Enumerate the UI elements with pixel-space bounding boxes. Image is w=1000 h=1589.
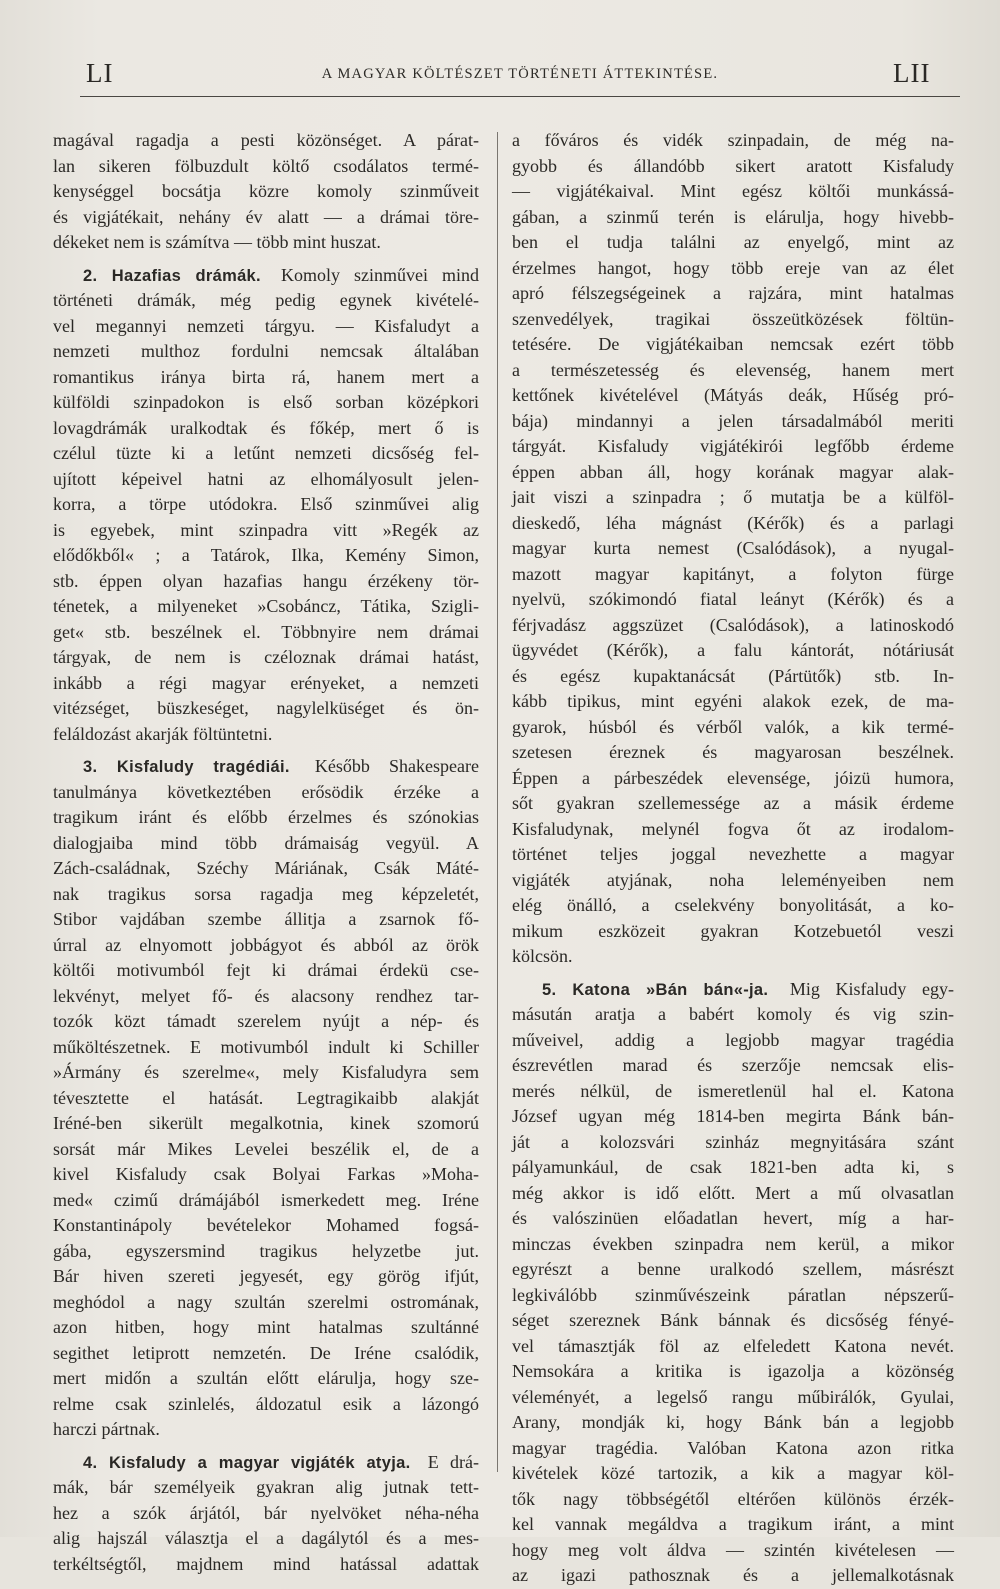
text-line: szetesen éreznek és magyarosan beszélnek. (512, 742, 954, 762)
text-line: hogy meg volt áldva — szintén kivételesen — (512, 1539, 954, 1560)
text-line: gyobb és állandóbb sikert aratott Kisfaludy (512, 155, 954, 176)
text-line: kettőnek kivételével (Mátyás deák, Hűség pró- (512, 385, 954, 405)
section-heading: 2. Hazafias drámák. (83, 266, 261, 285)
text-line: pályamunkául, de csak 1821-ben adta ki, s (512, 1157, 954, 1177)
text-line: másután aratja a babért komoly és vig szin- (512, 1004, 954, 1024)
page-number-right: LII (893, 58, 931, 88)
text-line: és valószinüen előadatlan hevert, míg a har- (512, 1208, 954, 1228)
section-magyar-vigjatek-atyja (53, 1450, 479, 1578)
text-line: Bár hiven szereti jegyesét, egy görög ifjút, (53, 1266, 479, 1286)
text-line: szenvedélyek, tragikai összeütközések föltün- (512, 308, 954, 329)
text-line: mikum eszközeit gyakran Kotzebuetól veszi (512, 920, 954, 941)
text-line: tők nagy többségétől eltérően különös érzék- (512, 1488, 954, 1509)
text-fragment: Komoly szinművei mind (280, 264, 479, 285)
text-line: dieskedő, léha mágnást (Kérők) és a parlagi (512, 512, 954, 533)
text-line: mák, bár személyeik gyakran alig jutnak tett- (53, 1477, 479, 1497)
text-line: segithet letiprott nemzetén. De Iréne csalódik, (53, 1342, 479, 1363)
text-line: Nemsokára a kritika is igazolja a közönség (512, 1361, 954, 1381)
text-line: sőt gyakran szellemessége az a másik érdeme (512, 793, 954, 813)
text-line: műköltészetnek. E motivumból indult ki Schiller (53, 1036, 479, 1057)
text-line: érzelmes hangot, hogy több ereje van az élet (512, 257, 954, 278)
text-line: feláldozást akarják föltüntetni. (53, 723, 273, 744)
text-line: kivételek közé tartozik, a kik a magyar köl- (512, 1463, 954, 1483)
text-line: romantikus iránya birta rá, hanem mert a (53, 366, 479, 387)
left-column (53, 128, 479, 1577)
text-line: terkéltségtől, majdnem mind hatással adattak (53, 1553, 479, 1574)
text-line: véleményét, a legelső rangu műbirálók, Gyulai, (512, 1386, 954, 1407)
text-line: elődőkből« ; a Tatárok, Ilka, Kemény Simon, (53, 545, 479, 565)
section-heading-line (53, 263, 479, 289)
text-line: tárgyak, de nem is czéloznak drámai hatást, (53, 647, 479, 667)
text-line: Arany, mondják ki, hogy Bánk bán a legjobb (512, 1412, 954, 1432)
text-line: magyar kurta nemest (Csalódások), a nyugal- (512, 538, 954, 558)
text-line: József ugyan még 1814-ben megirta Bánk bán- (512, 1106, 954, 1126)
text-line: dialogjaiba mind több drámaiság vegyül. A (53, 832, 479, 853)
text-line: merés nélkül, de ismeretlenül hal el. Katona (512, 1080, 954, 1101)
running-title: A MAGYAR KÖLTÉSZET TÖRTÉNETI ÁTTEKINTÉSE. (321, 66, 719, 82)
text-line: nyelvü, szókimondó fiatal leányt (Kérők) és a (512, 589, 954, 609)
text-line: kel vannak megáldva a tragikum iránt, a mint (512, 1514, 954, 1534)
text-line: Kisfaludynak, melynél fogva őt az irodalom- (512, 818, 954, 839)
text-line: elég önálló, a cselekvény bonyolitását, a ko- (512, 895, 954, 915)
text-line: gyarok, húsból és vérből valók, a kik termé- (512, 716, 954, 737)
text-line: tévesztette el hatását. Legtragikaibb alakját (53, 1087, 479, 1108)
text-line: lan sikeren fölbuzdult költő csodálatos termé- (53, 155, 479, 176)
text-line: és vigjátékait, nehány év alatt — a drámai töre- (53, 206, 479, 227)
text-line: inkább a régi magyar erényeket, a nemzeti (53, 672, 479, 693)
text-line: kenységgel bocsátja közre komoly szinműveit (53, 181, 479, 201)
header-rule (80, 96, 960, 97)
text-line: külföldi szinpadokon is első sorban középkori (53, 392, 479, 412)
text-line: Konstantinápoly bevételekor Mohamed fogsá- (53, 1215, 479, 1235)
text-line: még akkor is idő előtt. Mert a mű olvasatlan (512, 1182, 954, 1203)
text-line: séget szereznek Bánk bánnak és dicsőség fényé- (512, 1310, 954, 1330)
text-line: tárgyát. Kisfaludy vigjátékirói legfőbb érdeme (512, 436, 954, 456)
text-line: a főváros és vidék szinpadain, de még na- (512, 130, 954, 150)
text-line: tozók közt támadt szerelem nyújt a nép- és (53, 1011, 479, 1031)
text-fragment: Később Shakespeare (314, 756, 480, 776)
page-number-left: LI (86, 58, 114, 88)
section-heading-line (53, 754, 479, 780)
text-line: Éppen a párbeszédek elevensége, jóizü humora, (512, 767, 954, 788)
text-line: és egész kupaktanácsát (Pártütők) stb. In- (512, 665, 954, 686)
text-line: vitézséget, büszkeséget, nagylelküséget és ön- (53, 698, 479, 718)
text-line: az igazi pathosznak és a jellemalkotásnak (512, 1565, 954, 1585)
text-line: ját a kolozsvári szinház megnyitására szánt (512, 1131, 954, 1152)
text-line: tanulmánya következtében erősödik érzéke a (53, 781, 479, 802)
text-line: get« stb. beszélnek el. Többnyire nem drámai (53, 621, 479, 642)
text-line: vel támasztják föl az elfeledett Katona nevét. (512, 1335, 954, 1356)
text-line: azon hitben, hogy mint hatalmas szultánné (53, 1317, 479, 1337)
section-heading-line (53, 1450, 479, 1476)
text-line: apró félszegségeinek a rajzára, mint hatalmas (512, 283, 954, 303)
text-line: alig hajszál választja el a dagálytól és a mes- (53, 1528, 479, 1548)
section-kisfaludy-tragediai (53, 754, 479, 1443)
text-line: bája) mindannyi a jelen társadalmából meriti (512, 410, 954, 431)
text-line: lovagdrámák uralkodtak és főkép, mert ő is (53, 417, 479, 438)
text-line: Stibor vajdában szembe állitja a zsarnok fő- (53, 909, 479, 929)
text-line: kább tipikus, mint egyéni alakok ezek, de ma- (512, 691, 954, 711)
text-line: magával ragadja a pesti közönséget. A párat- (53, 130, 479, 150)
text-line: jait viszi a szinpadra ; ő mutatja be a külföl- (512, 487, 954, 507)
text-line: magyar tragédia. Valóban Katona azon ritka (512, 1437, 954, 1458)
text-line: harczi pártnak. (53, 1419, 160, 1439)
text-line: relme csak szinlelés, áldozatul esik a lázongó (53, 1393, 479, 1414)
text-line: ténetek, a milyeneket »Csobáncz, Tátika, Szigli- (53, 596, 479, 616)
paragraph-intro-left (53, 128, 479, 256)
text-line: költői motivumból fejt ki drámai érdekü cse- (53, 960, 479, 980)
text-line: ben el tudja találni az enyelgő, mint az (512, 232, 954, 252)
section-hazafias-dramak (53, 263, 479, 748)
text-line: gában, a szinmű terén is elárulja, hogy hivebb- (512, 206, 954, 227)
text-line: történet teljes joggal nevezhette a magyar (512, 844, 954, 864)
text-line: gába, egyszersmind tragikus helyzetbe jut. (53, 1240, 479, 1261)
text-fragment: Mig Kisfaludy egy- (789, 978, 954, 999)
section-heading: 5. Katona »Bán bán«-ja. (542, 980, 769, 999)
text-line: korra, a törpe utódokra. Első szinművei alig (53, 494, 479, 514)
section-heading: 4. Kisfaludy a magyar vigjáték atyja. (83, 1453, 411, 1472)
text-line: éppen abban áll, hogy korának magyar alak- (512, 461, 954, 482)
text-line: »Ármány és szerelme«, mely Kisfaludyra sem (53, 1062, 479, 1082)
text-line: mert midőn a szultán előtt elárulja, hogy sze- (53, 1368, 479, 1388)
text-line: lekvényt, melyet fő- és alacsony rendhez tar- (53, 985, 479, 1006)
text-line: ügyvédet (Kérők), a falu kántorát, nótáriusát (512, 640, 954, 660)
text-line: minczas években szinpadra nem kerül, a mikor (512, 1233, 954, 1254)
text-fragment: E drá- (427, 1451, 479, 1472)
section-katona-bank-ban (512, 977, 954, 1589)
text-line: történeti drámák, még pedig egynek kivételé- (53, 290, 479, 310)
text-line: nemzeti multhoz fordulni nemcsak általában (53, 341, 479, 361)
text-line: tetésére. De vigjátékaiban nemcsak ezért több (512, 334, 954, 354)
text-line: hez a szók árjától, bár nyelvöket néha-néha (53, 1502, 479, 1523)
text-line: is egyebek, mint szinpadra vitt »Regék az (53, 519, 479, 540)
text-line: ujított képeivel hatni az elhomályosult jelen- (53, 468, 479, 489)
text-line: észrevétlen marad és szerzője nemcsak elis- (512, 1055, 954, 1075)
text-line: nak tragikus sorsa ragadja meg képzeletét, (53, 883, 479, 904)
text-line: med« czimű drámájából ismerkedett meg. Iréne (53, 1189, 479, 1210)
text-line: kölcsön. (512, 946, 573, 966)
text-line: a természetesség és elevenség, hanem mert (512, 359, 954, 380)
text-line: legkiválóbb szinművészeink páratlan népszerű- (512, 1284, 954, 1305)
text-line: vigjáték atyjának, noha leleményeiben nem (512, 869, 954, 890)
column-divider (497, 132, 498, 1472)
text-line: czélul tüzte ki a letűnt nemzeti dicsőség fel- (53, 443, 479, 463)
text-line: férjvadász aggszüzet (Csalódások), a latinoskodó (512, 614, 954, 635)
text-line: stb. éppen olyan hazafias hangu érzékeny tör- (53, 570, 479, 591)
text-line: dékeket nem is számítva — több mint huszat. (53, 232, 381, 252)
text-line: műveivel, addig a legjobb magyar tragédia (512, 1029, 954, 1050)
section-heading: 3. Kisfaludy tragédiái. (83, 758, 290, 776)
text-line: meghódol a nagy szultán szerelmi ostromának, (53, 1291, 479, 1312)
text-line: sorsát már Mikes Levelei beszélik el, de a (53, 1138, 479, 1159)
text-line: Zách-családnak, Széchy Máriának, Csák Máté- (53, 858, 479, 878)
right-column (512, 128, 954, 1589)
text-line: egyrészt a benne uralkodó szellem, másrészt (512, 1259, 954, 1279)
paragraph-vigjatekok (512, 128, 954, 970)
text-line: vel megannyi nemzeti tárgyu. — Kisfaludyt a (53, 315, 479, 336)
text-line: kivel Kisfaludy csak Bolyai Farkas »Moha- (53, 1164, 479, 1184)
text-line: — vigjátékaival. Mint egész költői munkássá- (512, 181, 954, 201)
text-line: Iréné-ben sikerült megalkotnia, kinek szomorú (53, 1113, 479, 1133)
section-heading-line (512, 977, 954, 1003)
text-line: úrral az elnyomott jobbágyot és abból az örök (53, 934, 479, 955)
text-line: tragikum iránt és előbb érzelmes és szónokias (53, 807, 479, 827)
text-line: mazott magyar kapitányt, a folyton fürge (512, 563, 954, 584)
